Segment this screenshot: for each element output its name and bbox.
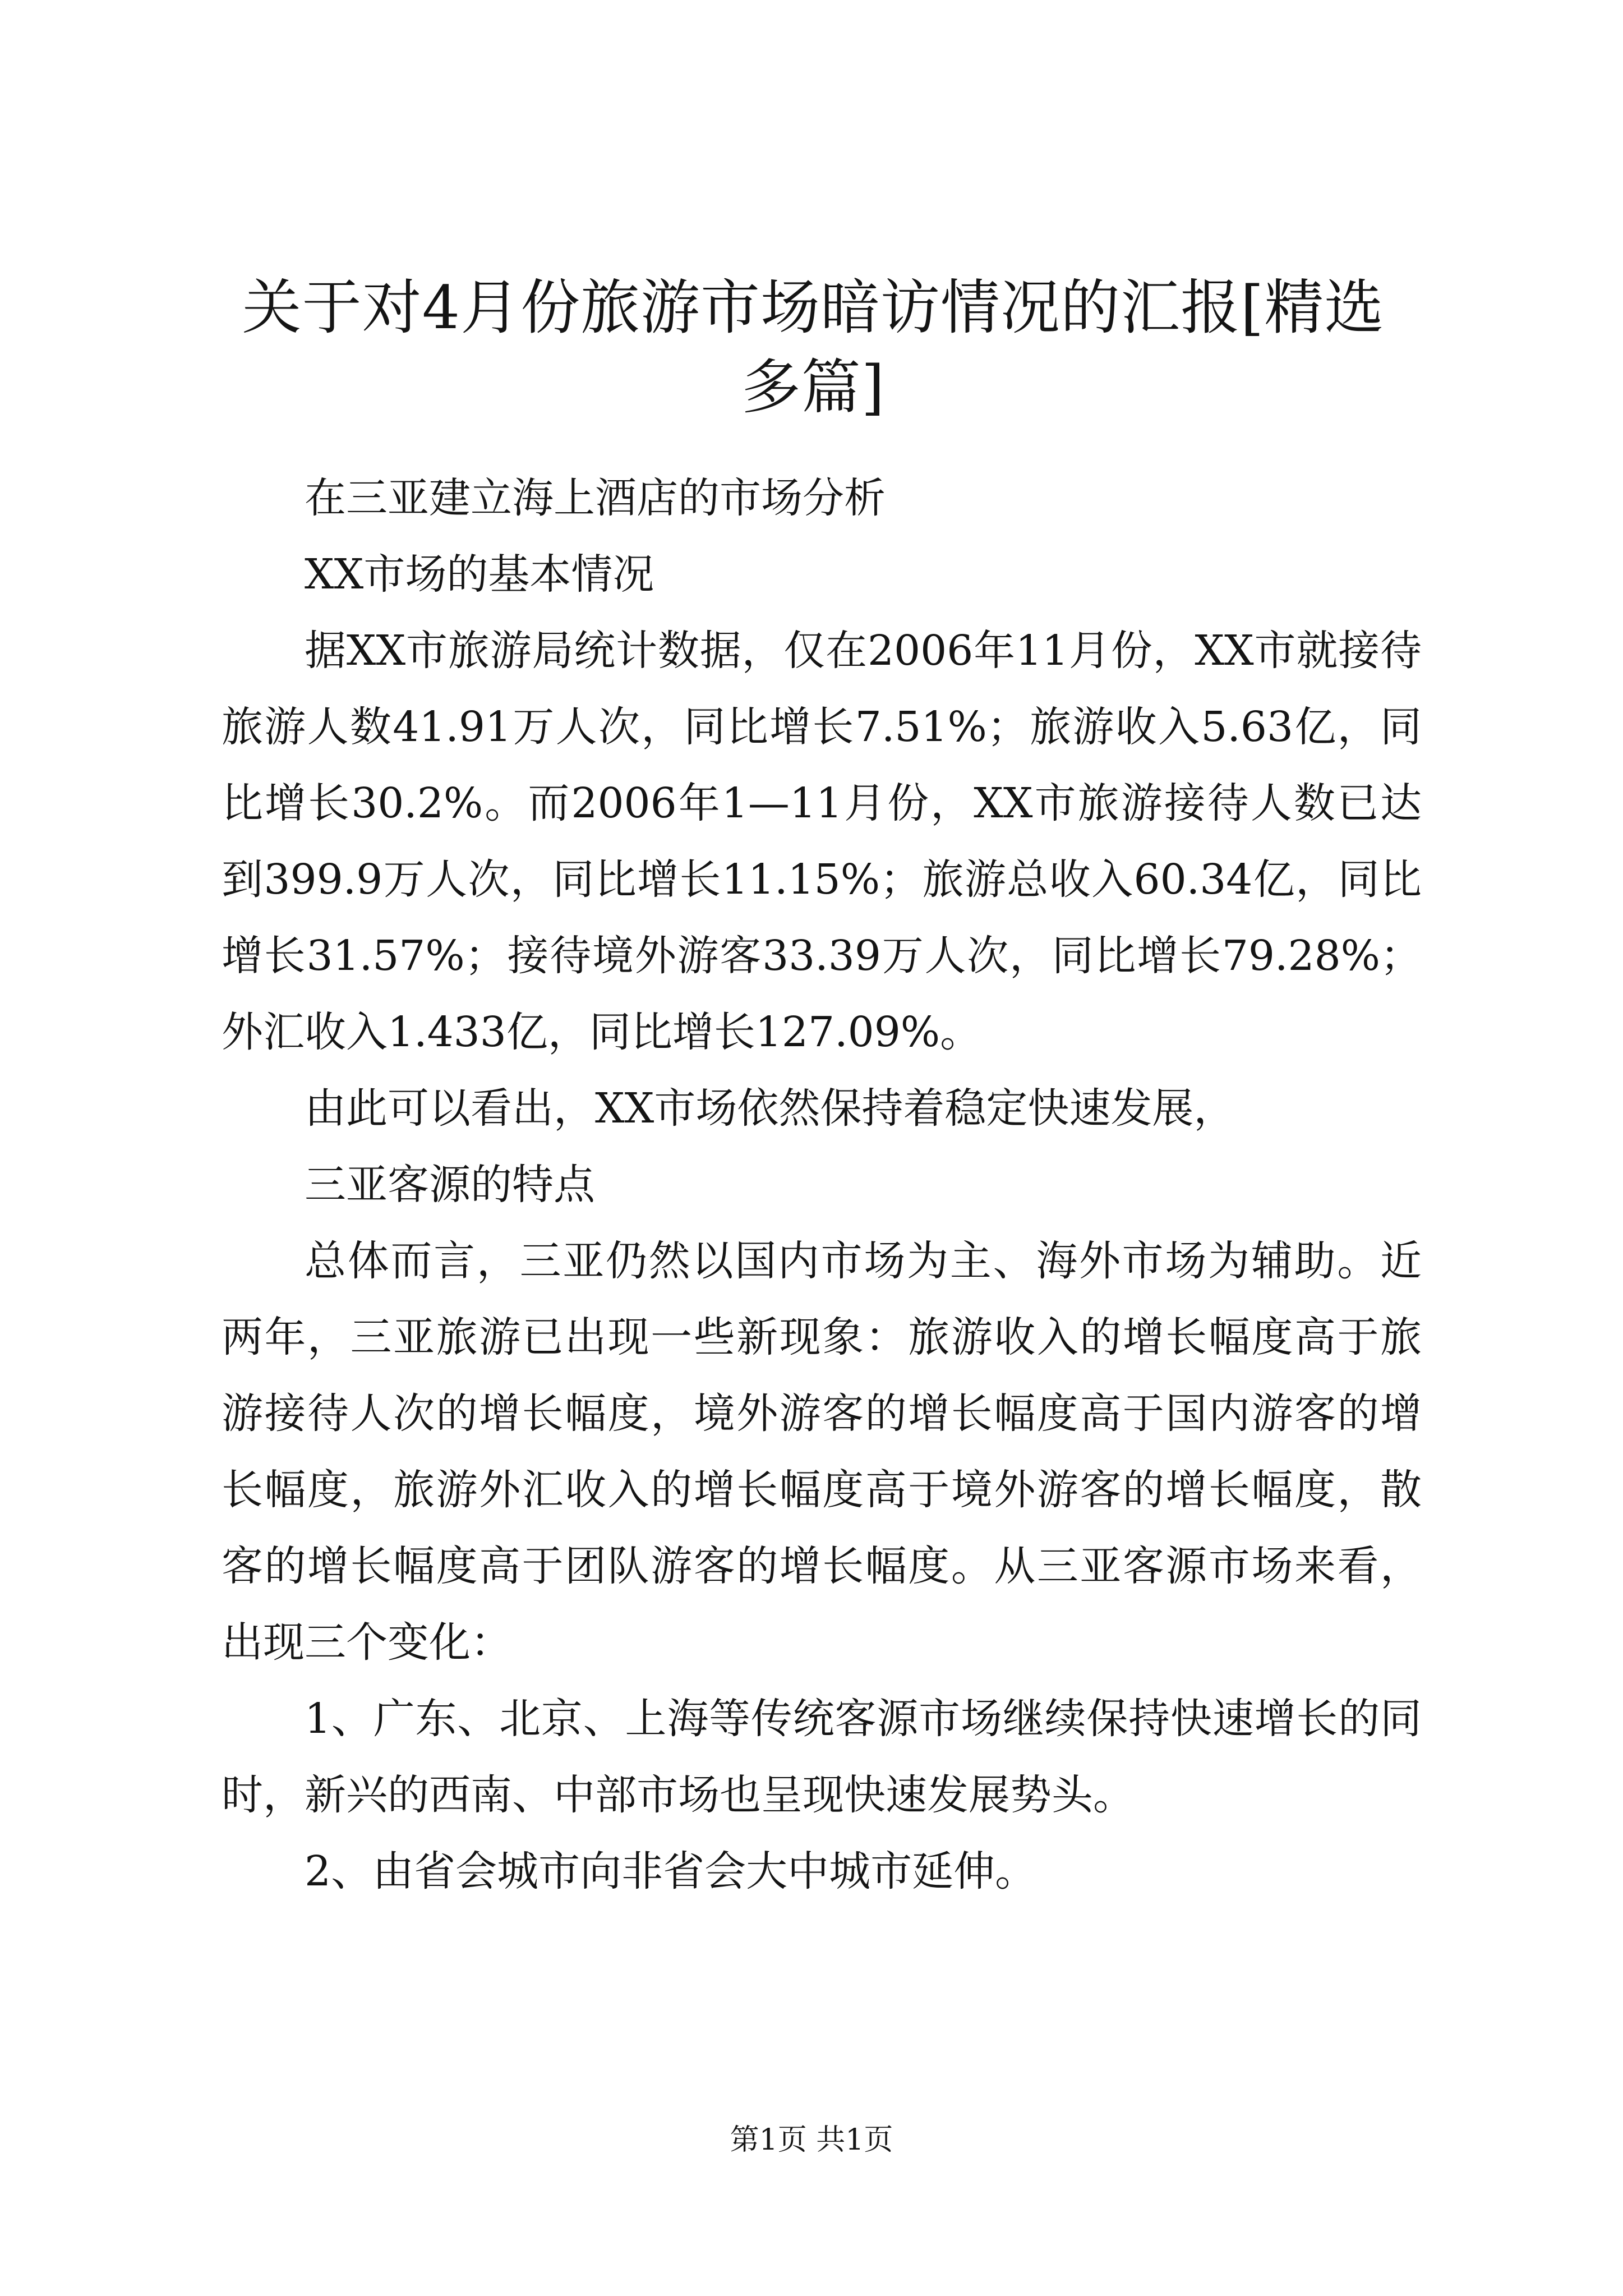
paragraph-item-1: 1、广东、北京、上海等传统客源市场继续保持快速增长的同时，新兴的西南、中部市场也呈现快速发展势头。	[222, 1695, 1422, 1819]
paragraph-statistics: 据XX市旅游局统计数据，仅在2006年11月份，XX市就接待旅游人数41.91万人次，同比增长7.51%；旅游收入5.63亿，同比增长30.2%。而2006年1—11月份，XX市旅游接待人数已达到399.9万人次，同比增长11.15%；旅游总收入60.34亿，同比增长31.57%；接待境外游客33.39万人次，同比增长79.28%；外汇收入1.433亿，同比增长127.09%。	[222, 627, 1422, 1056]
paragraph-overview: 总体而言，三亚仍然以国内市场为主、海外市场为辅助。近两年，三亚旅游已出现一些新现象：旅游收入的增长幅度高于旅游接待人次的增长幅度，境外游客的增长幅度高于国内游客的增长幅度，旅游外汇收入的增长幅度高于境外游客的增长幅度，散客的增长幅度高于团队游客的增长幅度。从三亚客源市场来看，出现三个变化：	[222, 1237, 1422, 1667]
paragraph-item-2: 2、由省会城市向非省会大中城市延伸。	[305, 1847, 1037, 1895]
document-title: 关于对4月份旅游市场暗访情况的汇报[精选多篇]	[242, 273, 1385, 422]
paragraph-heading-sanya-hotel: 在三亚建立海上酒店的市场分析	[305, 474, 886, 522]
document-body	[222, 460, 1422, 1910]
paragraph-heading-source-features: 三亚客源的特点	[305, 1161, 595, 1209]
paragraph-heading-market-basics: XX市场的基本情况	[305, 550, 654, 599]
page-footer: 第1页 共1页	[730, 2123, 893, 2157]
paragraph-conclusion: 由此可以看出，XX市场依然保持着稳定快速发展，	[305, 1084, 1235, 1133]
